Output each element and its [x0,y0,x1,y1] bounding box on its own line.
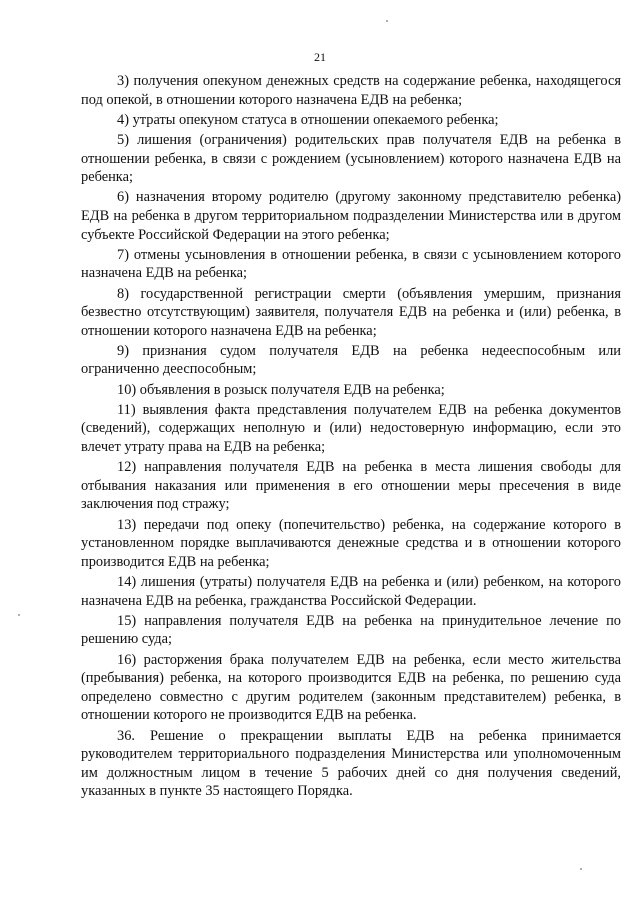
paragraph-item-13: 13) передачи под опеку (попечительство) ребенка, на содержание которого в установленном порядке выплачиваются денежные средства и в отношении которого производится ЕДВ на ребенка; [81,516,621,570]
scan-speck [580,868,582,870]
scan-speck [18,614,20,616]
paragraph-item-4: 4) утраты опекуном статуса в отношении опекаемого ребенка; [117,111,499,128]
paragraph-section-36: 36. Решение о прекращении выплаты ЕДВ на ребенка принимается руководителем территориального подразделения Министерства или уполномоченным им должностным лицом в течение 5 рабочих дней со дня получения сведений, указанных в пункте 35 настоящего Порядка. [81,727,621,800]
paragraph-item-3: 3) получения опекуном денежных средств на содержание ребенка, находящегося под опекой, в отношении которого назначена ЕДВ на ребенка; [81,73,621,108]
paragraph-item-12: 12) направления получателя ЕДВ на ребенка в места лишения свободы для отбывания наказания или применения в его отношении меры пресечения в виде заключения под стражу; [81,459,621,513]
page-number: 21 [314,50,326,64]
paragraph-item-10: 10) объявления в розыск получателя ЕДВ на ребенка; [117,381,445,398]
document-body [81,72,621,802]
paragraph-item-9: 9) признания судом получателя ЕДВ на ребенка недееспособным или ограниченно дееспособным; [81,342,621,378]
paragraph-item-14: 14) лишения (утраты) получателя ЕДВ на ребенка и (или) ребенком, на которого назначена ЕДВ на ребенка, гражданства Российской Федерации. [81,573,621,609]
paragraph-item-11: 11) выявления факта представления получателем ЕДВ на ребенка документов (сведений), содержащих неполную и (или) недостоверную информацию, если это влечет утрату права на ЕДВ на ребенка; [81,401,621,456]
paragraph-item-8: 8) государственной регистрации смерти (объявления умершим, признания безвестно отсутствующим) заявителя, получателя ЕДВ на ребенка и (или) ребенка, в отношении которого назначена ЕДВ на ребенка; [81,285,621,339]
paragraph-item-15: 15) направления получателя ЕДВ на ребенка на принудительное лечение по решению суда; [81,612,621,648]
paragraph-item-16: 16) расторжения брака получателем ЕДВ на ребенка, если место жительства (пребывания) ребенка, на которого производится ЕДВ на ребенка, по решению суда определено совместно с другим родителем (законным представителем) ребенка, в отношении которого не производится ЕДВ на ребенка. [81,651,621,724]
paragraph-item-6: 6) назначения второму родителю (другому законному представителю ребенка) ЕДВ на ребенка в другом территориальном подразделении Министерства или в другом субъекте Российской Федерации на этого ребенка; [81,189,621,243]
paragraph-item-5: 5) лишения (ограничения) родительских прав получателя ЕДВ на ребенка в отношении ребенка, в связи с рождением (усыновлением) которого назначена ЕДВ на ребенка; [81,131,621,186]
paragraph-item-7: 7) отмены усыновления в отношении ребенка, в связи с усыновлением которого назначена ЕДВ на ребенка; [81,246,621,282]
scan-speck [386,20,388,22]
